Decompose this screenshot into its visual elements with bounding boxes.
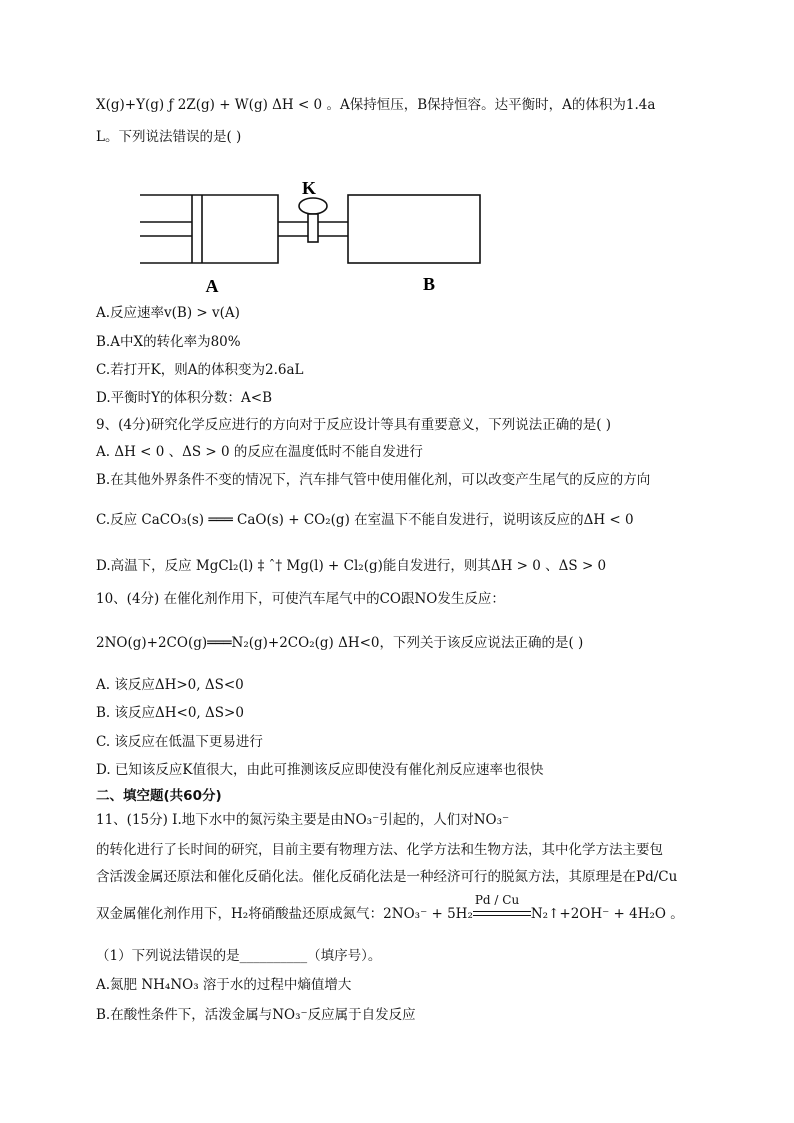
- label-k: K: [301, 178, 317, 198]
- q10-option-b: B. 该反应ΔH<0, ΔS>0: [96, 705, 244, 721]
- reaction-arrow: [473, 893, 531, 923]
- q8-option-d: D.平衡时Y的体积分数：A<B: [96, 390, 273, 406]
- q11-stem-line2: 的转化进行了长时间的研究，目前主要有物理方法、化学方法和生物方法，其中化学方法主要包: [96, 842, 663, 858]
- q8-option-a: A.反应速率v(B) > v(A): [96, 305, 240, 321]
- label-a: A: [205, 276, 219, 296]
- q8-option-c: C.若打开K，则A的体积变为2.6aL: [96, 362, 304, 378]
- container-b: [348, 195, 480, 263]
- q10-option-a: A. 该反应ΔH>0, ΔS<0: [96, 677, 244, 693]
- q10-stem: 10、(4分) 在催化剂作用下，可使汽车尾气中的CO跟NO发生反应：: [96, 591, 505, 607]
- container-a: [140, 195, 278, 263]
- q11-equation-left: 双金属催化剂作用下，H₂将硝酸盐还原成氮气：2NO₃⁻ + 5H₂: [96, 906, 473, 922]
- q11-stem-line3: 含活泼金属还原法和催化反硝化法。催化反硝化法是一种经济可行的脱氮方法，其原理是在Pd/Cu: [96, 869, 678, 885]
- q9-option-a: A. ΔH < 0 、ΔS > 0 的反应在温度低时不能自发进行: [96, 444, 423, 460]
- q8-option-b: B.A中X的转化率为80%: [96, 334, 241, 350]
- q11-stem-line4: [96, 893, 684, 923]
- valve-k: [299, 198, 327, 214]
- q10-option-c: C. 该反应在低温下更易进行: [96, 734, 263, 750]
- q11-equation-right: N₂↑+2OH⁻ + 4H₂O 。: [530, 906, 684, 922]
- q9-option-b: B.在其他外界条件不变的情况下，汽车排气管中使用催化剂，可以改变产生尾气的反应的方向: [96, 472, 651, 488]
- q11-sub1-option-a: A.氮肥 NH₄NO₃ 溶于水的过程中熵值增大: [96, 977, 352, 993]
- q10-option-d: D. 已知该反应K值很大，由此可推测该反应即使没有催化剂反应速率也很快: [96, 762, 544, 778]
- q9-option-c: C.反应 CaCO₃(s) ═══ CaO(s) + CO₂(g) 在室温下不能自发进行，说明该反应的ΔH < 0: [96, 512, 634, 528]
- label-b: B: [422, 274, 436, 294]
- q8-stem-line1: X(g)+Y(g) ƒ 2Z(g) + W(g) ΔH < 0 。A保持恒压，B保持恒容。达平衡时，A的体积为1.4a: [96, 97, 656, 113]
- q11-sub1: （1）下列说法错误的是__________（填序号）。: [96, 948, 382, 964]
- q9-option-d: D.高温下，反应 MgCl₂(l) ‡ ˆ† Mg(l) + Cl₂(g)能自发进行，则其ΔH > 0 、ΔS > 0: [96, 558, 607, 574]
- q10-equation: 2NO(g)+2CO(g)═══N₂(g)+2CO₂(g) ΔH<0，下列关于该反应说法正确的是( ): [96, 635, 584, 651]
- q11-stem-line1: 11、(15分) Ⅰ.地下水中的氮污染主要是由NO₃⁻引起的，人们对NO₃⁻: [96, 812, 510, 828]
- q8-stem-line2: L。下列说法错误的是( ): [96, 129, 242, 145]
- q9-stem: 9、(4分)研究化学反应进行的方向对于反应设计等具有重要意义，下列说法正确的是( ): [96, 417, 612, 433]
- q11-sub1-option-b: B.在酸性条件下，活泼金属与NO₃⁻反应属于自发反应: [96, 1007, 416, 1023]
- section-title: 二、填空题(共60分): [96, 788, 222, 804]
- apparatus-diagram: [140, 178, 500, 296]
- catalyst-label: Pd / Cu: [474, 893, 520, 907]
